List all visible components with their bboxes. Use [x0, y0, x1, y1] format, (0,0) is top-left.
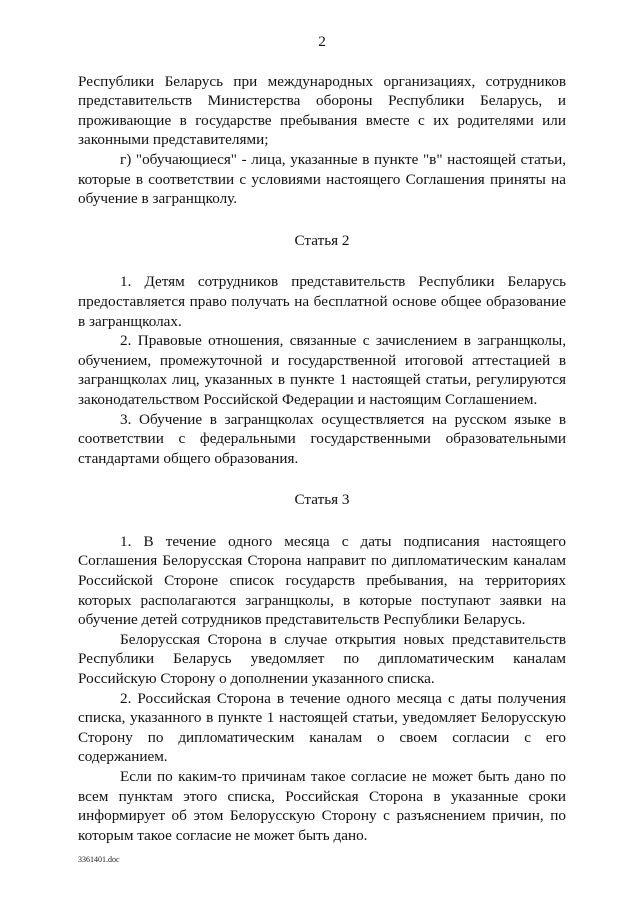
article3-paragraph-4: Если по каким-то причинам такое согласие не может быть дано по всем пунктам этого списка, Российская Сторона в указанные сроки информирует об этом Белорусскую Сторону с разъяснением причин, по которым такое согласие не может быть дано.	[78, 768, 566, 844]
article3-paragraph-3: 2. Российская Сторона в течение одного месяца с даты получения списка, указанного в пункте 1 настоящей статьи, уведомляет Белорусскую Сторону по дипломатическим каналам о своем согласии с его содержанием.	[78, 689, 566, 766]
article3-paragraph-1: 1. В течение одного месяца с даты подписания настоящего Соглашения Белорусская Сторона направит по дипломатическим каналам Российской Стороне список государств пребывания, на территориях которых располагаются загранщколы, в которые поступают заявки на обучение детей сотрудников представительств Республики Беларусь.	[78, 532, 566, 629]
article1-item-g-paragraph: г) "обучающиеся" - лица, указанные в пункте "в" настоящей статьи, которые в соответствии с условиями настоящего Соглашения приняты на обучение в загранщколу.	[78, 150, 566, 208]
page-number: 2	[318, 33, 326, 50]
article2-heading: Статья 2	[294, 231, 350, 249]
article3-heading: Статья 3	[294, 491, 350, 509]
article2-paragraph-3: 3. Обучение в загранщколах осуществляется на русском языке в соответствии с федеральными государственными образовательными стандартами общего образования.	[78, 410, 566, 467]
article2-paragraph-2: 2. Правовые отношения, связанные с зачислением в загранщколы, обучением, промежуточной и государственной итоговой аттестацией в загранщколах лиц, указанных в пункте 1 настоящей статьи, регулируются законодательством Российской Федерации и настоящим Соглашением.	[78, 332, 566, 408]
article2-paragraph-1: 1. Детям сотрудников представительств Республики Беларусь предоставляется право получать на бесплатной основе общее образование в загранщколах.	[78, 273, 566, 330]
article1-continuation-paragraph: Республики Беларусь при международных организациях, сотрудников представительств Министерства обороны Республики Беларусь, и проживающие в государстве пребывания вместе с их родителями или законными представителями;	[78, 72, 566, 149]
article3-paragraph-2: Белорусская Сторона в случае открытия новых представительств Республики Беларусь уведомляет по дипломатическим каналам Российскую Сторону о дополнении указанного списка.	[78, 630, 566, 688]
footer-filename: 3361401.doc	[78, 855, 120, 864]
